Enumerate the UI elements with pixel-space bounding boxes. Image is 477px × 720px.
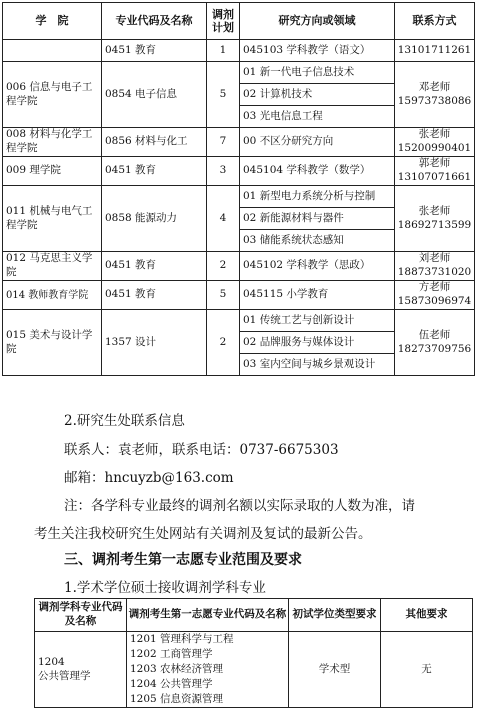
major-cell: 0451 教育 bbox=[102, 157, 207, 186]
direction-cell: 045104 学科教学（数学） bbox=[240, 157, 395, 186]
direction-cell: 01 新一代电子信息技术 bbox=[240, 62, 395, 84]
quota-cell: 2 bbox=[207, 310, 240, 376]
contact-phone: 18692713599 bbox=[397, 218, 472, 231]
list-item: 1205 信息资源管理 bbox=[130, 693, 224, 705]
direction-cell: 01 新型电力系统分析与控制 bbox=[240, 186, 395, 208]
major-cell: 0856 材料与化工 bbox=[102, 128, 207, 157]
target-cell bbox=[35, 632, 127, 708]
section2-title: 2.研究生处联系信息 bbox=[64, 413, 185, 429]
list-item: 1203 农林经济管理 bbox=[130, 663, 224, 675]
list-item: 1201 管理科学与工程 bbox=[130, 633, 234, 645]
discipline-requirements-table bbox=[34, 598, 473, 708]
quota-cell: 2 bbox=[207, 252, 240, 281]
email-line: 邮箱：hncuyzb@163.com bbox=[64, 470, 234, 486]
table-header-row bbox=[35, 599, 473, 632]
contact-cell bbox=[395, 281, 475, 310]
direction-cell: 03 储能系统状态感知 bbox=[240, 230, 395, 252]
table-row bbox=[3, 310, 475, 332]
other-cell: 无 bbox=[381, 632, 473, 708]
college-cell bbox=[3, 40, 102, 62]
table-row bbox=[35, 632, 473, 708]
contact-cell bbox=[395, 310, 475, 376]
contact-cell bbox=[395, 128, 475, 157]
major-cell: 1357 设计 bbox=[102, 310, 207, 376]
direction-cell: 045115 小学教育 bbox=[240, 281, 395, 310]
direction-cell: 02 计算机技术 bbox=[240, 84, 395, 106]
contact-phone: 18273709756 bbox=[397, 342, 472, 355]
direction-cell: 045103 学科教学（语文） bbox=[240, 40, 395, 62]
college-cell: 009 理学院 bbox=[3, 157, 102, 186]
table-row bbox=[3, 157, 475, 186]
quota-cell: 4 bbox=[207, 186, 240, 252]
quota-cell: 1 bbox=[207, 40, 240, 62]
quota-cell: 5 bbox=[207, 281, 240, 310]
header-quota: 调剂计划 bbox=[207, 3, 240, 40]
table-row bbox=[3, 281, 475, 310]
direction-cell: 045102 学科教学（思政） bbox=[240, 252, 395, 281]
major-cell: 0854 电子信息 bbox=[102, 62, 207, 128]
list-item: 1202 工商管理学 bbox=[130, 648, 213, 660]
contact-cell bbox=[395, 186, 475, 252]
header-first-choice: 调剂考生第一志愿专业代码及名称 bbox=[127, 599, 289, 632]
table-row bbox=[3, 40, 475, 62]
contact-phone: 18873731020 bbox=[397, 266, 472, 278]
contact-name: 刘老师 bbox=[418, 252, 451, 265]
first-choice-cell bbox=[127, 632, 289, 708]
quota-cell: 5 bbox=[207, 62, 240, 128]
header-target: 调剂学科专业代码及名称 bbox=[35, 599, 127, 632]
college-cell: 015 美术与设计学院 bbox=[3, 310, 102, 376]
header-major: 专业代码及名称 bbox=[102, 3, 207, 40]
college-cell: 014 教师教育学院 bbox=[3, 281, 102, 310]
college-cell: 012 马克思主义学院 bbox=[3, 252, 102, 281]
contact-cell bbox=[395, 40, 475, 62]
college-cell: 006 信息与电子工程学院 bbox=[3, 62, 102, 128]
major-cell: 0451 教育 bbox=[102, 40, 207, 62]
target-name: 公共管理学 bbox=[38, 669, 91, 682]
note-line-1: 注：各学科专业最终的调剂名额以实际录取的人数为准，请 bbox=[64, 498, 415, 514]
header-other: 其他要求 bbox=[381, 599, 473, 632]
section3-subtitle: 1.学术学位硕士接收调剂学科专业 bbox=[64, 580, 266, 596]
direction-cell: 00 不区分研究方向 bbox=[240, 128, 395, 157]
contact-line: 联系人：袁老师，联系电话：0737-6675303 bbox=[64, 442, 339, 458]
direction-cell: 03 室内空间与城乡景观设计 bbox=[240, 354, 395, 376]
header-contact: 联系方式 bbox=[395, 3, 475, 40]
direction-cell: 02 新能源材料与器件 bbox=[240, 208, 395, 230]
contact-cell bbox=[395, 252, 475, 281]
contact-phone: 13101711261 bbox=[397, 43, 472, 56]
contact-name: 郭老师 bbox=[418, 157, 451, 170]
list-item: 1204 公共管理学 bbox=[130, 678, 213, 690]
contact-name: 伍老师 bbox=[418, 328, 451, 341]
direction-cell: 01 传统工艺与创新设计 bbox=[240, 310, 395, 332]
contact-phone: 15973738086 bbox=[397, 94, 472, 107]
contact-name: 张老师 bbox=[418, 128, 451, 141]
section3-title: 三、调剂考生第一志愿专业范围及要求 bbox=[64, 552, 302, 568]
contact-phone: 13107071661 bbox=[397, 171, 472, 183]
header-exam-type: 初试学位类型要求 bbox=[289, 599, 381, 632]
contact-cell bbox=[395, 62, 475, 128]
header-direction: 研究方向或领域 bbox=[240, 3, 395, 40]
adjustment-plan-table bbox=[2, 2, 475, 376]
table-row bbox=[3, 62, 475, 84]
contact-name: 方老师 bbox=[418, 281, 451, 294]
note-line-2: 考生关注我校研究生处网站有关调剂及复试的最新公告。 bbox=[34, 526, 372, 542]
exam-type-cell: 学术型 bbox=[289, 632, 381, 708]
quota-cell: 7 bbox=[207, 128, 240, 157]
table-row bbox=[3, 186, 475, 208]
quota-cell: 3 bbox=[207, 157, 240, 186]
header-college: 学 院 bbox=[3, 3, 102, 40]
direction-cell: 02 品牌服务与媒体设计 bbox=[240, 332, 395, 354]
table-row bbox=[3, 252, 475, 281]
table-row bbox=[3, 128, 475, 157]
major-cell: 0451 教育 bbox=[102, 281, 207, 310]
table-header-row bbox=[3, 3, 475, 40]
target-code: 1204 bbox=[38, 655, 65, 668]
college-cell: 011 机械与电气工程学院 bbox=[3, 186, 102, 252]
contact-name: 张老师 bbox=[418, 204, 451, 217]
college-cell: 008 材料与化学工程学院 bbox=[3, 128, 102, 157]
contact-name: 邓老师 bbox=[418, 80, 451, 93]
contact-cell bbox=[395, 157, 475, 186]
contact-phone: 15873096974 bbox=[397, 295, 472, 307]
major-cell: 0451 教育 bbox=[102, 252, 207, 281]
direction-cell: 03 光电信息工程 bbox=[240, 106, 395, 128]
major-cell: 0858 能源动力 bbox=[102, 186, 207, 252]
contact-phone: 15200990401 bbox=[397, 142, 472, 154]
